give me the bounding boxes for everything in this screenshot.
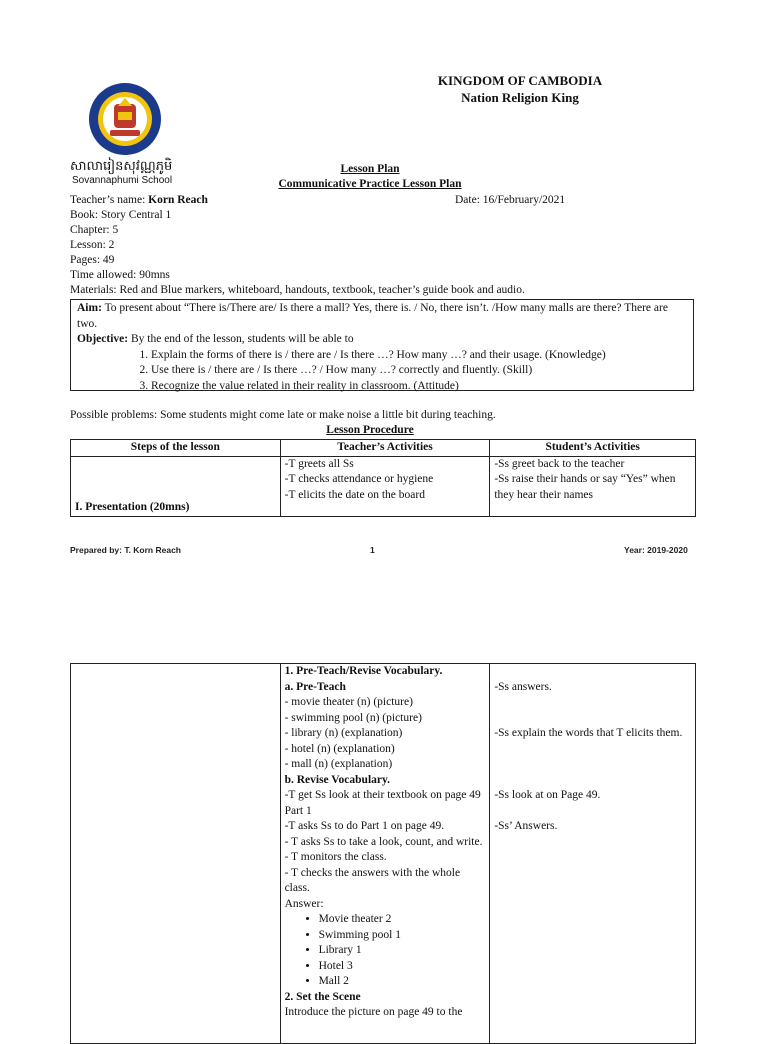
vocab-item: - swimming pool (n) (picture) (284, 711, 422, 724)
lesson-plan-title (250, 162, 490, 192)
revise-line: -T get Ss look at their textbook on page 49 (284, 789, 481, 801)
objective-label: Objective: (77, 333, 129, 345)
country-header (420, 72, 620, 106)
lesson-date: Date: 16/February/2021 (455, 194, 566, 206)
teacher-activity: -T elicits the date on the board (284, 488, 425, 501)
step-cell (71, 456, 281, 516)
student-activity: -Ss look at on Page 49. (494, 789, 601, 801)
vocab-heading (285, 664, 486, 680)
kingdom-line: KINGDOM OF CAMBODIA (437, 73, 603, 88)
answer-list (285, 912, 486, 990)
column-header: Teacher’s Activities (280, 440, 490, 457)
vocab-item: - library (n) (explanation) (284, 727, 403, 739)
student-activity: -Ss greet back to the teacher (494, 457, 625, 470)
procedure-table-continued (70, 663, 696, 1044)
preteach-heading (285, 680, 486, 696)
vocab-item: - hotel (n) (explanation) (284, 742, 395, 755)
aim-objective-box (70, 299, 694, 391)
objective-item: 1. Explain the forms of there is / there are / Is there …? How many …? and their usage. (Knowledge) (151, 348, 687, 364)
revise-line: -T asks Ss to do Part 1 on page 49. (284, 820, 445, 832)
objective-list (77, 348, 687, 395)
procedure-table (70, 439, 696, 517)
footer-prepared-by: Prepared by: T. Korn Reach (70, 545, 182, 555)
revise-line: - T monitors the class. (284, 851, 387, 863)
column-header: Steps of the lesson (71, 440, 281, 457)
objective-item: 3. Recognize the value related in their reality in classroom. (Attitude) (151, 379, 687, 395)
revise-line: - T asks Ss to take a look, count, and write. (284, 835, 483, 848)
revise-line: class. (284, 882, 310, 894)
student-activity: -Ss answers. (494, 680, 552, 693)
vocab-heading-text: 1. Pre-Teach/Revise Vocabulary. (284, 665, 443, 677)
teacher-line (70, 193, 208, 208)
teacher-label: Teacher’s name: (70, 194, 149, 206)
student-activity: -Ss’ Answers. (494, 820, 558, 832)
aim-label: Aim: (77, 302, 102, 314)
answer-item: • Library 1 (319, 943, 486, 959)
teacher-name: Korn Reach (148, 194, 208, 206)
student-activity: -Ss explain the words that T elicits them. (494, 727, 683, 739)
aim-paragraph (77, 301, 687, 332)
set-scene-heading (285, 990, 486, 1006)
possible-problems: Possible problems: Some students might come late or make noise a little bit during teaching. (70, 409, 496, 421)
lesson-line: Lesson: 2 (70, 239, 115, 251)
table-row (71, 456, 696, 516)
revise-heading-text: b. Revise Vocabulary. (284, 773, 390, 786)
answer-item: • Mall 2 (319, 974, 486, 990)
aim-text: To present about “There is/There are/ Is there a mall? Yes, there is. / No, there isn’t. /How many malls are there? There are two. (77, 302, 668, 330)
motto-line: Nation Religion King (461, 90, 579, 105)
page-number: 1 (370, 545, 375, 555)
step-cell (71, 664, 281, 1044)
time-line: Time allowed: 90mns (70, 269, 170, 281)
procedure-title: Lesson Procedure (326, 424, 414, 436)
teacher-cell (280, 456, 490, 516)
revise-line: Part 1 (284, 804, 312, 817)
preteach-heading-text: a. Pre-Teach (284, 680, 346, 693)
answer-item: • Swimming pool 1 (319, 928, 486, 944)
title-line-2: Communicative Practice Lesson Plan (278, 178, 462, 190)
vocab-item: - movie theater (n) (picture) (284, 696, 413, 708)
step-label: I. Presentation (20mns) (75, 501, 190, 513)
answer-item: • Hotel 3 (319, 959, 486, 975)
answer-item: • Movie theater 2 (319, 912, 486, 928)
footer-year: Year: 2019-2020 (624, 545, 688, 555)
table-header-row (71, 440, 696, 457)
book-line: Book: Story Central 1 (70, 209, 172, 221)
chapter-line: Chapter: 5 (70, 224, 119, 236)
student-activity: they hear their names (494, 488, 593, 501)
teacher-activity: -T greets all Ss (284, 457, 354, 470)
answer-label: Answer: (284, 897, 324, 910)
materials-line: Materials: Red and Blue markers, whiteboard, handouts, textbook, teacher’s guide book and audio. (70, 284, 525, 296)
objective-item: 2. Use there is / there are / Is there …? / How many …? correctly and fluently. (Skill) (151, 363, 687, 379)
student-cell (490, 664, 696, 1044)
objective-paragraph (77, 332, 687, 348)
teacher-activity: -T checks attendance or hygiene (284, 473, 434, 485)
student-cell (490, 456, 696, 516)
teacher-cell (280, 664, 490, 1044)
student-activity: -Ss raise their hands or say “Yes” when (494, 473, 676, 485)
title-line-1: Lesson Plan (340, 163, 400, 175)
school-name-khmer: សាលារៀនសុវណ្ណភូមិ (70, 158, 173, 173)
pages-line: Pages: 49 (70, 254, 115, 266)
table-row (71, 664, 696, 1044)
objective-text: By the end of the lesson, students will be able to (128, 333, 354, 345)
revise-heading (285, 773, 486, 789)
vocab-item: - mall (n) (explanation) (284, 758, 393, 770)
set-scene-text: Introduce the picture on page 49 to the (284, 1006, 463, 1018)
school-logo-icon (88, 82, 162, 156)
school-name-english: Sovannaphumi School (72, 175, 173, 186)
column-header: Student’s Activities (490, 440, 696, 457)
revise-line: - T checks the answers with the whole (284, 866, 461, 879)
set-scene-heading-text: 2. Set the Scene (284, 990, 361, 1003)
